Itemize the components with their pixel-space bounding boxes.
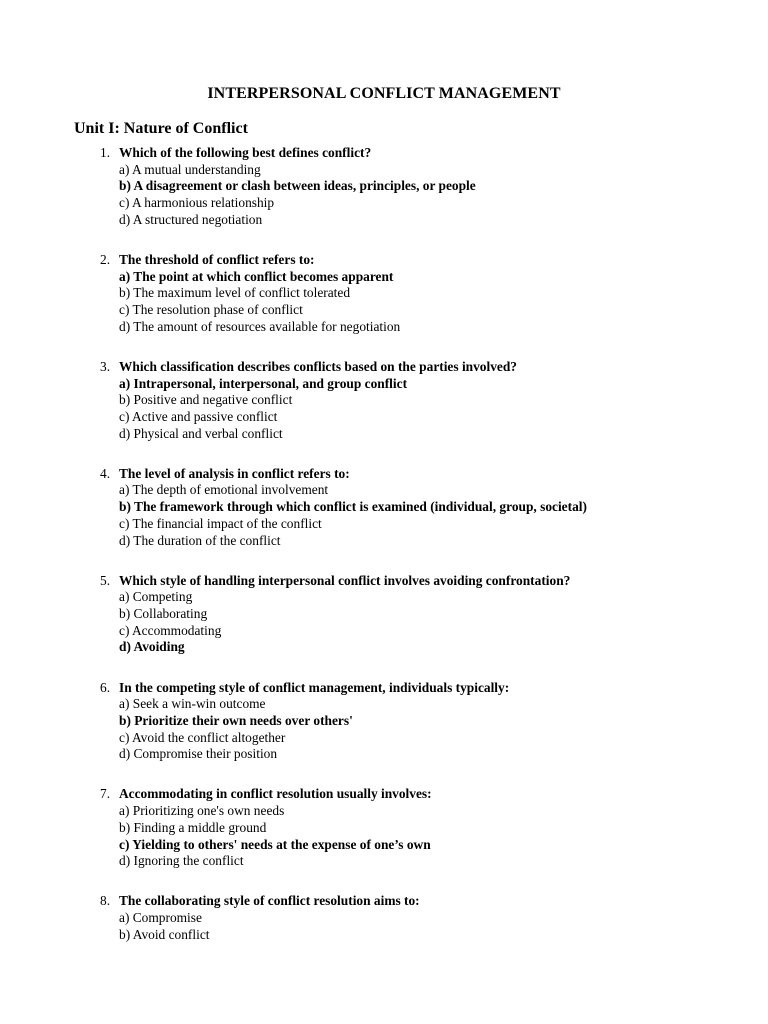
answer-option: a) Seek a win-win outcome	[119, 696, 266, 712]
question-number: 6.	[100, 679, 111, 695]
question-item	[0, 573, 768, 657]
question-item	[0, 786, 768, 870]
question-item	[0, 252, 768, 336]
question-item	[0, 466, 768, 550]
question-text: Which style of handling interpersonal conflict involves avoiding confrontation?	[119, 572, 571, 588]
answer-option: b) Finding a middle ground	[119, 819, 267, 835]
question-text: The threshold of conflict refers to:	[119, 251, 315, 267]
question-number: 2.	[100, 251, 111, 267]
question-item	[0, 145, 768, 229]
answer-option: d) A structured negotiation	[119, 211, 263, 227]
answer-option: d) Compromise their position	[119, 746, 278, 762]
answer-option: c) Yielding to others' needs at the expense of one’s own	[119, 836, 431, 852]
answer-option: c) Avoid the conflict altogether	[119, 729, 286, 745]
question-text: Which of the following best defines conflict?	[119, 145, 372, 160]
question-list	[0, 145, 768, 967]
question-number: 7.	[100, 786, 111, 802]
answer-option: c) A harmonious relationship	[119, 195, 275, 211]
document-title: INTERPERSONAL CONFLICT MANAGEMENT	[207, 85, 561, 102]
question-number: 3.	[100, 358, 111, 374]
answer-option: b) The framework through which conflict is examined (individual, group, societal)	[119, 499, 587, 515]
answer-option: a) Competing	[119, 589, 193, 605]
answer-option: a) Prioritizing one's own needs	[119, 803, 285, 819]
question-number: 1.	[100, 145, 111, 160]
answer-option: c) Accommodating	[119, 622, 222, 638]
question-text: The level of analysis in conflict refers to:	[119, 465, 350, 481]
answer-option: c) The financial impact of the conflict	[119, 515, 322, 531]
answer-option: a) A mutual understanding	[119, 161, 261, 177]
answer-option: a) Compromise	[119, 910, 202, 926]
question-item	[0, 893, 768, 943]
question-text: Which classification describes conflicts based on the parties involved?	[119, 358, 517, 374]
answer-option: b) Collaborating	[119, 606, 208, 622]
answer-option: b) A disagreement or clash between ideas, principles, or people	[119, 178, 476, 194]
question-number: 4.	[100, 465, 111, 481]
question-text: In the competing style of conflict management, individuals typically:	[119, 679, 510, 695]
answer-option: c) The resolution phase of conflict	[119, 302, 303, 318]
answer-option: a) Intrapersonal, interpersonal, and group conflict	[119, 375, 408, 391]
question-text: The collaborating style of conflict resolution aims to:	[119, 893, 420, 909]
answer-option: a) The depth of emotional involvement	[119, 482, 329, 498]
answer-option: d) Ignoring the conflict	[119, 853, 244, 869]
question-number: 8.	[100, 893, 111, 909]
question-text: Accommodating in conflict resolution usually involves:	[119, 786, 432, 802]
answer-option: b) Avoid conflict	[119, 926, 210, 942]
unit-heading: Unit I: Nature of Conflict	[74, 120, 248, 137]
answer-option: c) Active and passive conflict	[119, 408, 278, 424]
answer-option: a) The point at which conflict becomes apparent	[119, 268, 394, 284]
answer-option: b) Prioritize their own needs over others'	[119, 712, 353, 728]
answer-option: d) Physical and verbal conflict	[119, 425, 283, 441]
question-item	[0, 680, 768, 764]
question-number: 5.	[100, 572, 111, 588]
question-item	[0, 359, 768, 443]
answer-option: d) Avoiding	[119, 639, 185, 655]
answer-option: b) The maximum level of conflict tolerated	[119, 285, 351, 301]
answer-option: d) The duration of the conflict	[119, 532, 281, 548]
answer-option: d) The amount of resources available for negotiation	[119, 318, 401, 334]
answer-option: b) Positive and negative conflict	[119, 392, 293, 408]
